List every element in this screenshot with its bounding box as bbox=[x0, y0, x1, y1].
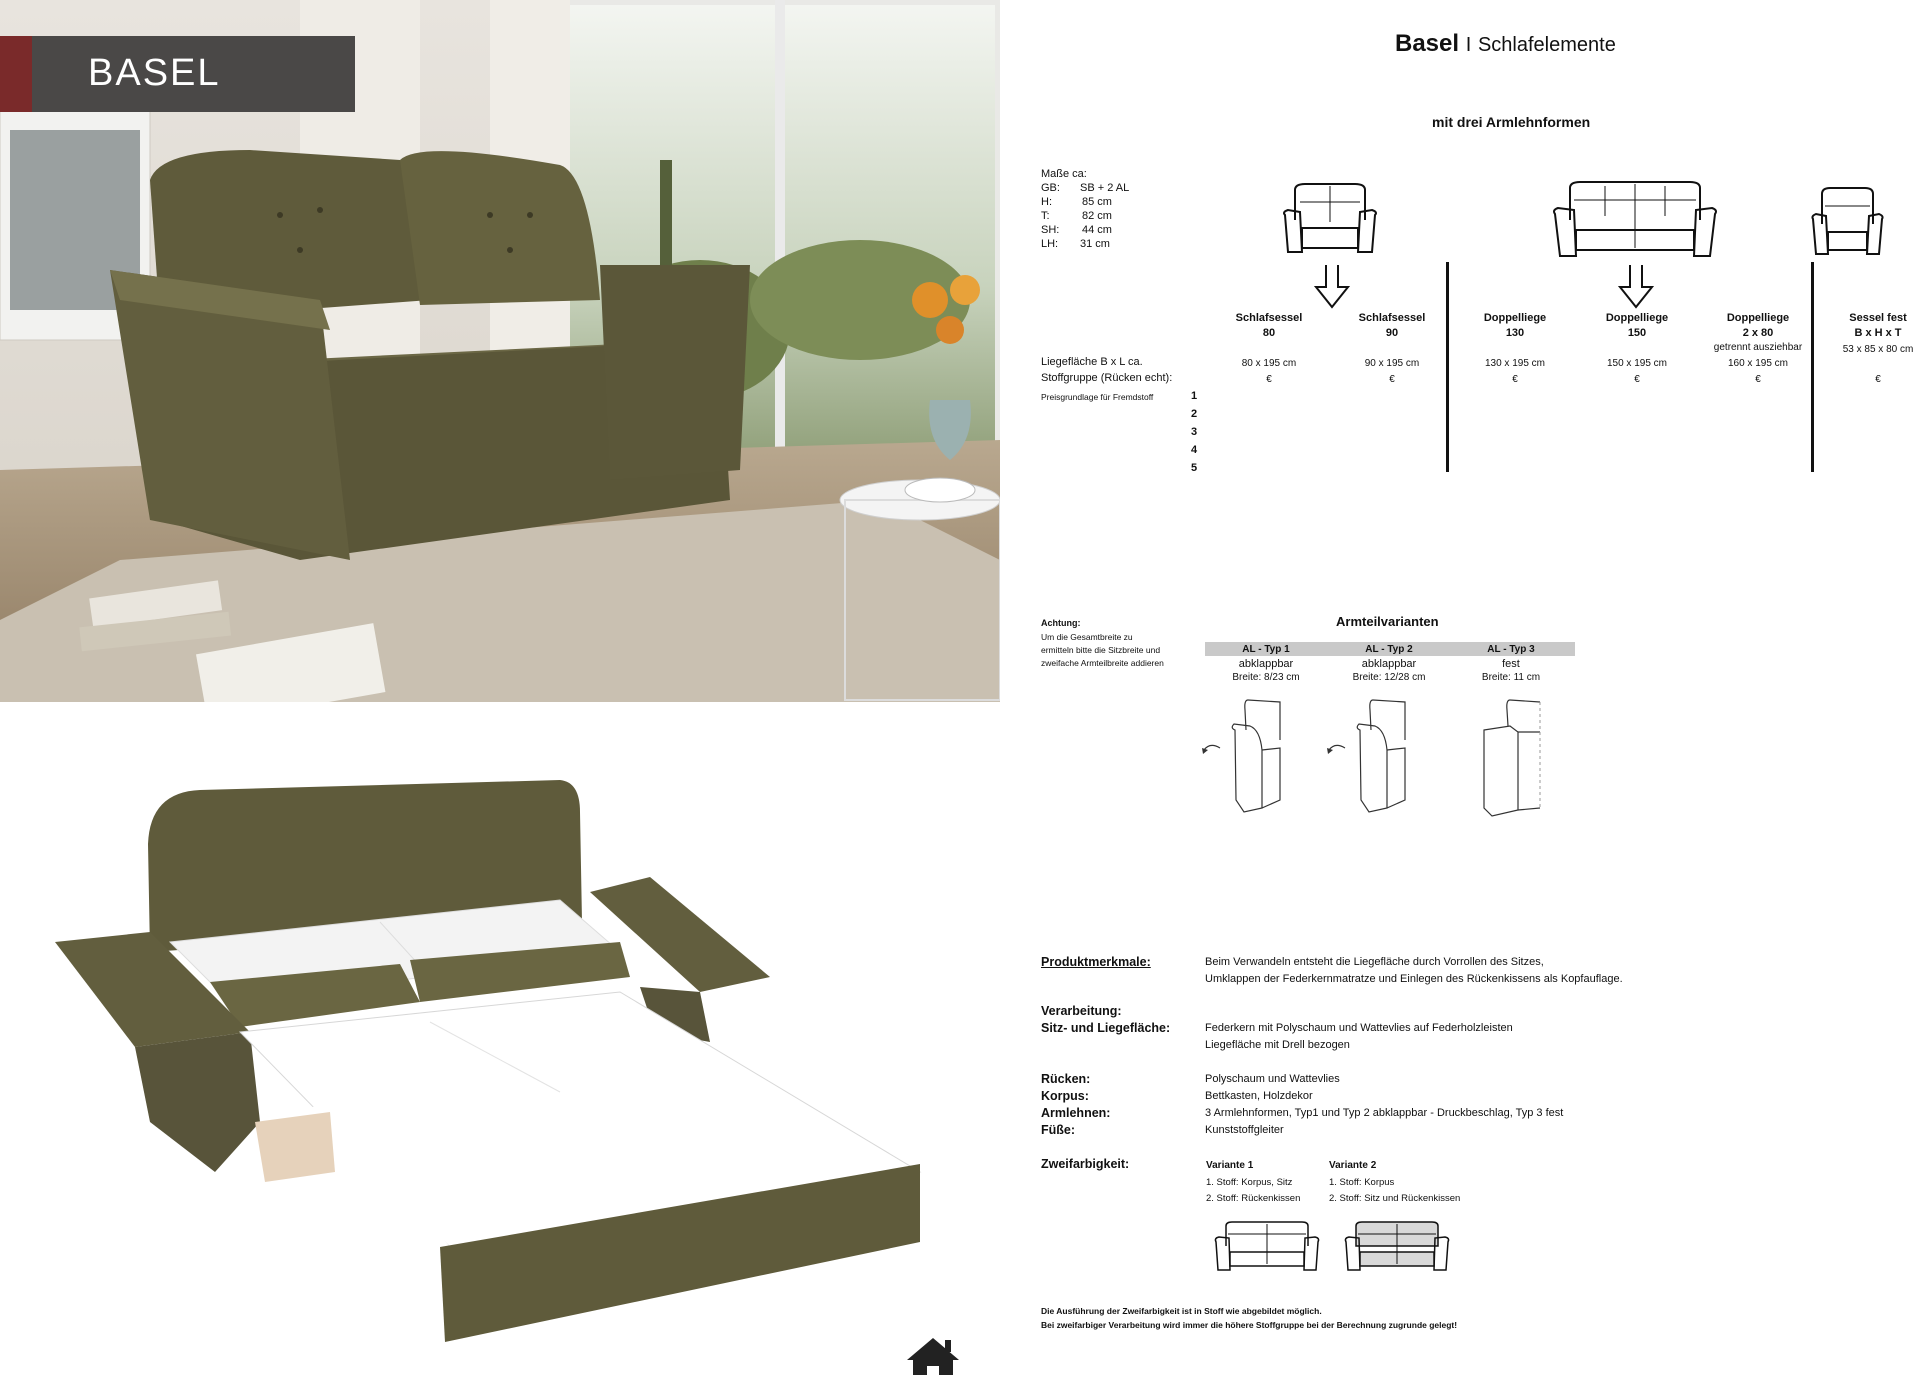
achtung-line: ermitteln bitte die Sitzbreite und bbox=[1041, 645, 1161, 655]
armteil-type bbox=[1226, 643, 1306, 685]
fabric-group-number: 3 bbox=[1191, 426, 1198, 438]
column-subtitle: 2 x 80 bbox=[1742, 327, 1774, 339]
variant1-line: 2. Stoff: Rückenkissen bbox=[1206, 1193, 1301, 1204]
armrest-note: mit drei Armlehnformen bbox=[1432, 114, 1591, 130]
processing-label: Verarbeitung: bbox=[1041, 1004, 1122, 1018]
achtung-line: Um die Gesamtbreite zu bbox=[1041, 632, 1133, 642]
column-header bbox=[1838, 311, 1918, 341]
banner-accent bbox=[0, 36, 32, 112]
armrests-label: Armlehnen: bbox=[1041, 1106, 1111, 1120]
sofa-bed-photo bbox=[0, 702, 1000, 1375]
body-text: Bettkasten, Holzdekor bbox=[1205, 1090, 1313, 1102]
measure-value: 31 cm bbox=[1080, 238, 1110, 250]
column-subtitle: 80 bbox=[1262, 327, 1276, 339]
transform-arrow bbox=[1312, 265, 1352, 310]
column-title: Doppelliege bbox=[1726, 312, 1790, 324]
column-divider bbox=[1446, 262, 1449, 472]
armteil-type-name: AL - Typ 3 bbox=[1487, 644, 1535, 655]
features-label: Produktmerkmale: bbox=[1041, 955, 1151, 969]
armteil-type-kind: abklappbar bbox=[1238, 658, 1294, 670]
column-header bbox=[1597, 311, 1677, 341]
price-symbol: € bbox=[1875, 374, 1881, 385]
measure-value: 82 cm bbox=[1082, 210, 1112, 222]
fabric-group-number: 4 bbox=[1191, 444, 1198, 456]
variant1-title: Variante 1 bbox=[1206, 1160, 1254, 1171]
achtung-title: Achtung: bbox=[1041, 618, 1081, 628]
fabric-group-number: 5 bbox=[1191, 462, 1198, 474]
measure-value: 85 cm bbox=[1082, 196, 1112, 208]
price-symbol: € bbox=[1512, 374, 1518, 385]
feet-text: Kunststoffgleiter bbox=[1205, 1124, 1284, 1136]
armchair-drawing bbox=[1280, 180, 1380, 260]
sleeping-size: 53 x 85 x 80 cm bbox=[1842, 344, 1914, 355]
fabric-group-number: 2 bbox=[1191, 408, 1198, 420]
column-header bbox=[1698, 311, 1818, 354]
sofa-drawing bbox=[1550, 178, 1720, 262]
column-header bbox=[1352, 311, 1432, 341]
achtung-line: zweifache Armteilbreite addieren bbox=[1041, 658, 1164, 668]
home-icon[interactable] bbox=[905, 1336, 961, 1375]
armteil-type-width: Breite: 11 cm bbox=[1481, 672, 1541, 683]
column-title: Sessel fest bbox=[1849, 312, 1907, 324]
page-heading bbox=[1395, 30, 1616, 58]
variant2-line: 1. Stoff: Korpus bbox=[1329, 1177, 1395, 1188]
seat-text: Federkern mit Polyschaum und Wattevlies auf Federholzleisten bbox=[1205, 1022, 1513, 1034]
price-symbol: € bbox=[1389, 374, 1395, 385]
variant2-title: Variante 2 bbox=[1329, 1160, 1377, 1171]
measure-key: GB: bbox=[1041, 182, 1060, 194]
sleeping-size: 90 x 195 cm bbox=[1364, 358, 1420, 369]
heading-subtitle: Schlafelemente bbox=[1477, 34, 1616, 56]
transform-arrow bbox=[1616, 265, 1656, 310]
armteil-type-kind: abklappbar bbox=[1361, 658, 1417, 670]
column-note: getrennt ausziehbar bbox=[1713, 342, 1803, 353]
variant1-sofa-drawing bbox=[1212, 1218, 1322, 1274]
heading-brand: Basel bbox=[1395, 30, 1460, 57]
price-symbol: € bbox=[1634, 374, 1640, 385]
seat-text: Liegefläche mit Drell bezogen bbox=[1205, 1039, 1350, 1051]
measure-key: SH: bbox=[1041, 224, 1060, 236]
armrest-type1-drawing bbox=[1200, 690, 1310, 820]
footnote: Die Ausführung der Zweifarbigkeit ist in Stoff wie abgebildet möglich. bbox=[1041, 1306, 1322, 1316]
sleeping-size: 150 x 195 cm bbox=[1606, 358, 1668, 369]
sleeping-size: 80 x 195 cm bbox=[1241, 358, 1297, 369]
column-divider bbox=[1811, 262, 1814, 472]
room-photo bbox=[0, 0, 1000, 702]
column-subtitle: B x H x T bbox=[1854, 327, 1902, 339]
armrest-type3-drawing bbox=[1470, 690, 1570, 820]
variant2-sofa-drawing bbox=[1342, 1218, 1452, 1274]
measure-key: H: bbox=[1041, 196, 1052, 208]
variant1-line: 1. Stoff: Korpus, Sitz bbox=[1206, 1177, 1293, 1188]
column-subtitle: 90 bbox=[1385, 327, 1399, 339]
column-subtitle: 130 bbox=[1505, 327, 1525, 339]
back-label: Rücken: bbox=[1041, 1072, 1091, 1086]
measure-value: SB + 2 AL bbox=[1080, 182, 1130, 194]
fabric-group-number: 1 bbox=[1191, 390, 1198, 402]
column-title: Schlafsessel bbox=[1358, 312, 1426, 324]
armteil-type bbox=[1349, 643, 1429, 685]
column-title: Doppelliege bbox=[1483, 312, 1547, 324]
fixed-armchair-drawing bbox=[1810, 184, 1885, 260]
footnote: Bei zweifarbiger Verarbeitung wird immer die höhere Stoffgruppe bei der Berechnung zugrunde gelegt! bbox=[1041, 1320, 1458, 1330]
measure-value: 44 cm bbox=[1082, 224, 1112, 236]
armteil-title: Armteilvarianten bbox=[1336, 614, 1439, 629]
measure-key: T: bbox=[1041, 210, 1050, 222]
price-symbol: € bbox=[1755, 374, 1761, 385]
sofa-bed-illustration bbox=[0, 702, 1000, 1375]
back-text: Polyschaum und Wattevlies bbox=[1205, 1073, 1340, 1085]
heading-separator: I bbox=[1465, 34, 1472, 56]
basel-banner bbox=[0, 36, 355, 112]
armteil-type-name: AL - Typ 1 bbox=[1242, 644, 1290, 655]
armrests-text: 3 Armlehnformen, Typ1 und Typ 2 abklappbar - Druckbeschlag, Typ 3 fest bbox=[1205, 1107, 1564, 1119]
armteil-type-width: Breite: 12/28 cm bbox=[1352, 672, 1426, 683]
armrest-type2-drawing bbox=[1325, 690, 1435, 820]
price-symbol: € bbox=[1266, 374, 1272, 385]
features-text: Umklappen der Federkernmatratze und Einlegen des Rückenkissens als Kopfauflage. bbox=[1205, 973, 1623, 985]
column-header bbox=[1229, 311, 1309, 341]
column-title: Doppelliege bbox=[1605, 312, 1669, 324]
two-tone-label: Zweifarbigkeit: bbox=[1041, 1157, 1130, 1171]
features-text: Beim Verwandeln entsteht die Liegefläche durch Vorrollen des Sitzes, bbox=[1205, 956, 1544, 968]
sleeping-size: 130 x 195 cm bbox=[1484, 358, 1546, 369]
seat-label: Sitz- und Liegefläche: bbox=[1041, 1021, 1171, 1035]
row-label-price-basis: Preisgrundlage für Fremdstoff bbox=[1041, 392, 1154, 402]
row-label-sleeping-area: Liegefläche B x L ca. bbox=[1041, 356, 1143, 368]
column-title: Schlafsessel bbox=[1235, 312, 1303, 324]
sleeping-size: 160 x 195 cm bbox=[1727, 358, 1789, 369]
body-label: Korpus: bbox=[1041, 1089, 1089, 1103]
row-label-fabric-group: Stoffgruppe (Rücken echt): bbox=[1041, 372, 1173, 384]
armteil-type-name: AL - Typ 2 bbox=[1365, 644, 1413, 655]
measure-key: LH: bbox=[1041, 238, 1059, 250]
column-header bbox=[1475, 311, 1555, 341]
armteil-type bbox=[1471, 643, 1551, 685]
measures-title: Maße ca: bbox=[1041, 168, 1087, 180]
feet-label: Füße: bbox=[1041, 1123, 1076, 1137]
variant2-line: 2. Stoff: Sitz und Rückenkissen bbox=[1329, 1193, 1461, 1204]
banner-title: BASEL bbox=[88, 52, 221, 94]
armteil-type-kind: fest bbox=[1502, 658, 1520, 670]
armteil-type-width: Breite: 8/23 cm bbox=[1232, 672, 1300, 683]
column-subtitle: 150 bbox=[1627, 327, 1647, 339]
